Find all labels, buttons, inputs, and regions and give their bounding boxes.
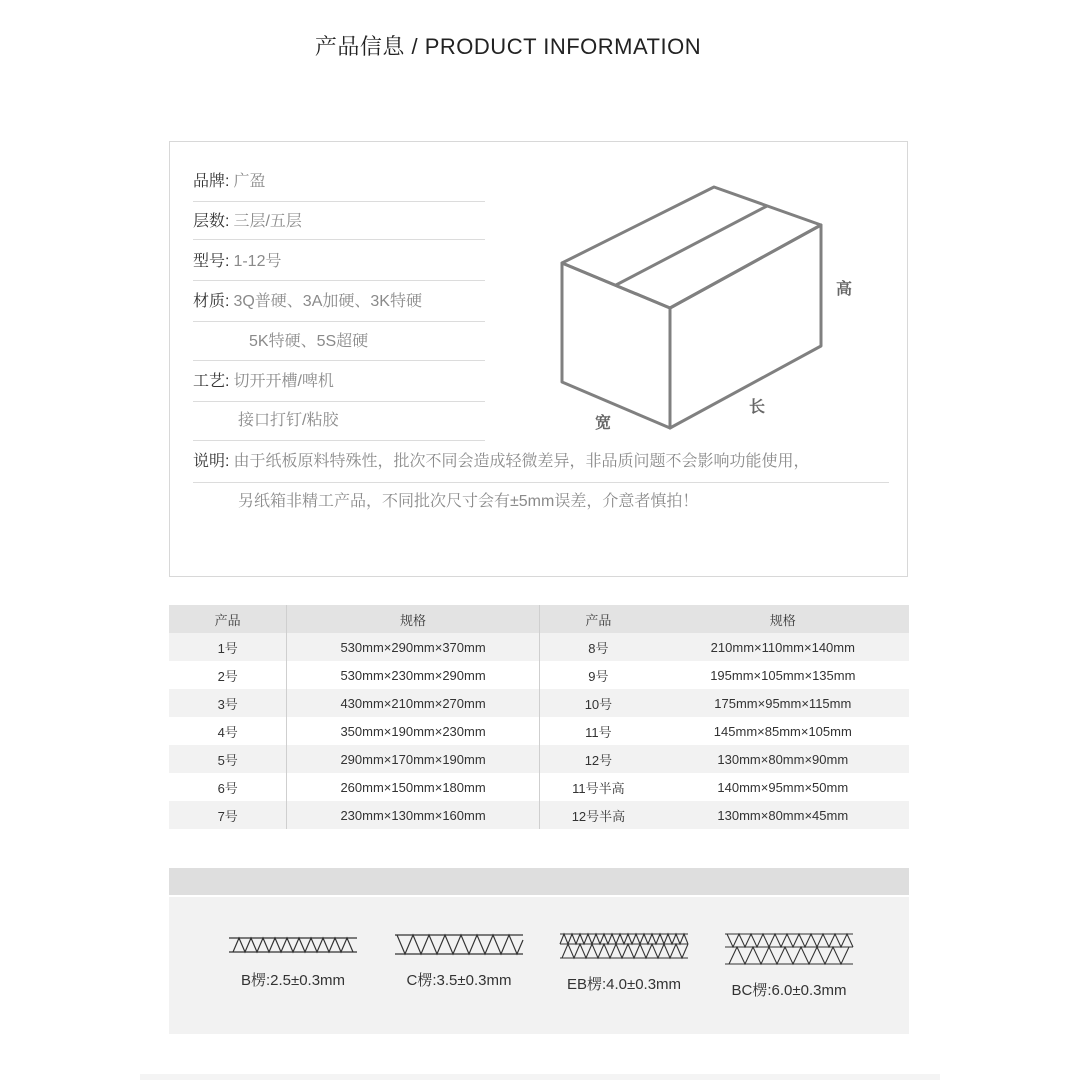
header-spec-1: 规格 bbox=[287, 605, 539, 633]
table-cell: 9号 bbox=[588, 668, 609, 684]
product-info-panel bbox=[169, 141, 908, 577]
divider bbox=[193, 201, 485, 202]
divider bbox=[193, 280, 485, 281]
table-header-row bbox=[169, 605, 909, 633]
c-flute-icon bbox=[395, 933, 523, 955]
flute-label-bc: BC楞:6.0±0.3mm bbox=[731, 982, 847, 999]
craft-label: 工艺: bbox=[193, 373, 230, 390]
table-cell: 530mm×230mm×290mm bbox=[287, 661, 539, 689]
table-cell: 290mm×170mm×190mm bbox=[287, 745, 539, 773]
flute-item-eb bbox=[554, 933, 694, 994]
flute-item-b bbox=[223, 933, 363, 990]
header-product-1: 产品 bbox=[169, 605, 287, 633]
info-material bbox=[193, 291, 422, 313]
craft-value-2: 接口打钉/粘胶 bbox=[238, 412, 339, 429]
info-layers bbox=[193, 211, 302, 233]
info-note-cont bbox=[238, 491, 698, 513]
b-flute-icon bbox=[229, 933, 357, 955]
info-brand bbox=[193, 171, 265, 193]
material-value-2: 5K特硬、5S超硬 bbox=[249, 333, 369, 350]
height-label: 高 bbox=[836, 279, 853, 298]
table-row bbox=[169, 717, 909, 745]
table-cell: 1号 bbox=[169, 633, 287, 661]
note-value-2: 另纸箱非精工产品，不同批次尺寸会有±5mm误差，介意者慎拍！ bbox=[238, 493, 699, 510]
flute-section-header bbox=[169, 868, 909, 895]
table-cell: 430mm×210mm×270mm bbox=[287, 689, 539, 717]
flute-label-eb: EB楞:4.0±0.3mm bbox=[566, 976, 682, 993]
table-row bbox=[169, 661, 909, 689]
divider bbox=[193, 321, 485, 322]
table-cell: 140mm×95mm×50mm bbox=[717, 779, 849, 795]
table-cell: 350mm×190mm×230mm bbox=[287, 717, 539, 745]
eb-flute-icon bbox=[560, 933, 688, 959]
info-craft bbox=[193, 371, 334, 393]
material-label: 材质: bbox=[193, 293, 230, 310]
spec-table bbox=[169, 605, 909, 829]
table-cell: 7号 bbox=[169, 801, 287, 829]
flute-label-b: B楞:2.5±0.3mm bbox=[240, 972, 346, 989]
layers-value: 三层/五层 bbox=[233, 213, 302, 230]
table-cell: 10号 bbox=[584, 696, 613, 712]
note-label: 说明: bbox=[193, 453, 230, 470]
brand-value: 广盈 bbox=[233, 173, 266, 190]
table-cell: 145mm×85mm×105mm bbox=[713, 723, 852, 739]
table-cell: 175mm×95mm×115mm bbox=[714, 695, 852, 711]
info-model bbox=[193, 251, 281, 273]
flute-label-c: C楞:3.5±0.3mm bbox=[406, 972, 512, 989]
table-cell: 260mm×150mm×180mm bbox=[287, 773, 539, 801]
model-value: 1-12号 bbox=[233, 253, 282, 270]
table-cell: 230mm×130mm×160mm bbox=[287, 801, 539, 829]
page-title: 产品信息 / PRODUCT INFORMATION bbox=[314, 34, 702, 59]
width-label: 宽 bbox=[595, 413, 612, 432]
divider bbox=[193, 482, 889, 483]
carton-box-icon bbox=[550, 177, 853, 437]
header-product-2: 产品 bbox=[585, 612, 612, 628]
info-craft-cont bbox=[238, 410, 338, 432]
table-row bbox=[169, 801, 909, 829]
material-value: 3Q普硬、3A加硬、3K特硬 bbox=[233, 293, 422, 310]
table-cell: 12号 bbox=[584, 752, 613, 768]
header-spec-2: 规格 bbox=[769, 612, 796, 628]
craft-value: 切开开槽/啤机 bbox=[233, 373, 334, 390]
divider bbox=[193, 239, 485, 240]
table-row bbox=[169, 745, 909, 773]
table-row bbox=[169, 689, 909, 717]
table-cell: 5号 bbox=[169, 745, 287, 773]
table-cell: 6号 bbox=[169, 773, 287, 801]
table-cell: 210mm×110mm×140mm bbox=[710, 639, 855, 655]
table-cell: 11号半高 bbox=[572, 780, 625, 796]
table-row bbox=[169, 633, 909, 661]
table-cell: 130mm×80mm×90mm bbox=[717, 751, 849, 767]
divider bbox=[193, 401, 485, 402]
table-cell: 12号半高 bbox=[571, 808, 626, 824]
brand-label: 品牌: bbox=[193, 173, 230, 190]
model-label: 型号: bbox=[193, 253, 230, 270]
length-label: 长 bbox=[749, 397, 766, 416]
note-value: 由于纸板原料特殊性，批次不同会造成轻微差异，非品质问题不会影响功能使用， bbox=[233, 453, 810, 470]
bc-flute-icon bbox=[725, 933, 853, 965]
table-cell: 11号 bbox=[585, 724, 612, 740]
divider bbox=[193, 440, 485, 441]
table-cell: 195mm×105mm×135mm bbox=[710, 667, 856, 683]
table-cell: 4号 bbox=[169, 717, 287, 745]
table-cell: 3号 bbox=[169, 689, 287, 717]
flute-section bbox=[169, 897, 909, 1034]
table-cell: 2号 bbox=[169, 661, 287, 689]
table-cell: 8号 bbox=[588, 640, 609, 656]
bottom-shadow bbox=[140, 1074, 940, 1080]
table-row bbox=[169, 773, 909, 801]
info-material-cont bbox=[249, 331, 368, 353]
table-cell: 130mm×80mm×45mm bbox=[717, 807, 849, 823]
flute-item-c bbox=[389, 933, 529, 990]
flute-item-bc bbox=[719, 933, 859, 1000]
table-cell: 530mm×290mm×370mm bbox=[287, 633, 539, 661]
divider bbox=[193, 360, 485, 361]
layers-label: 层数: bbox=[193, 213, 230, 230]
info-note bbox=[193, 451, 809, 473]
